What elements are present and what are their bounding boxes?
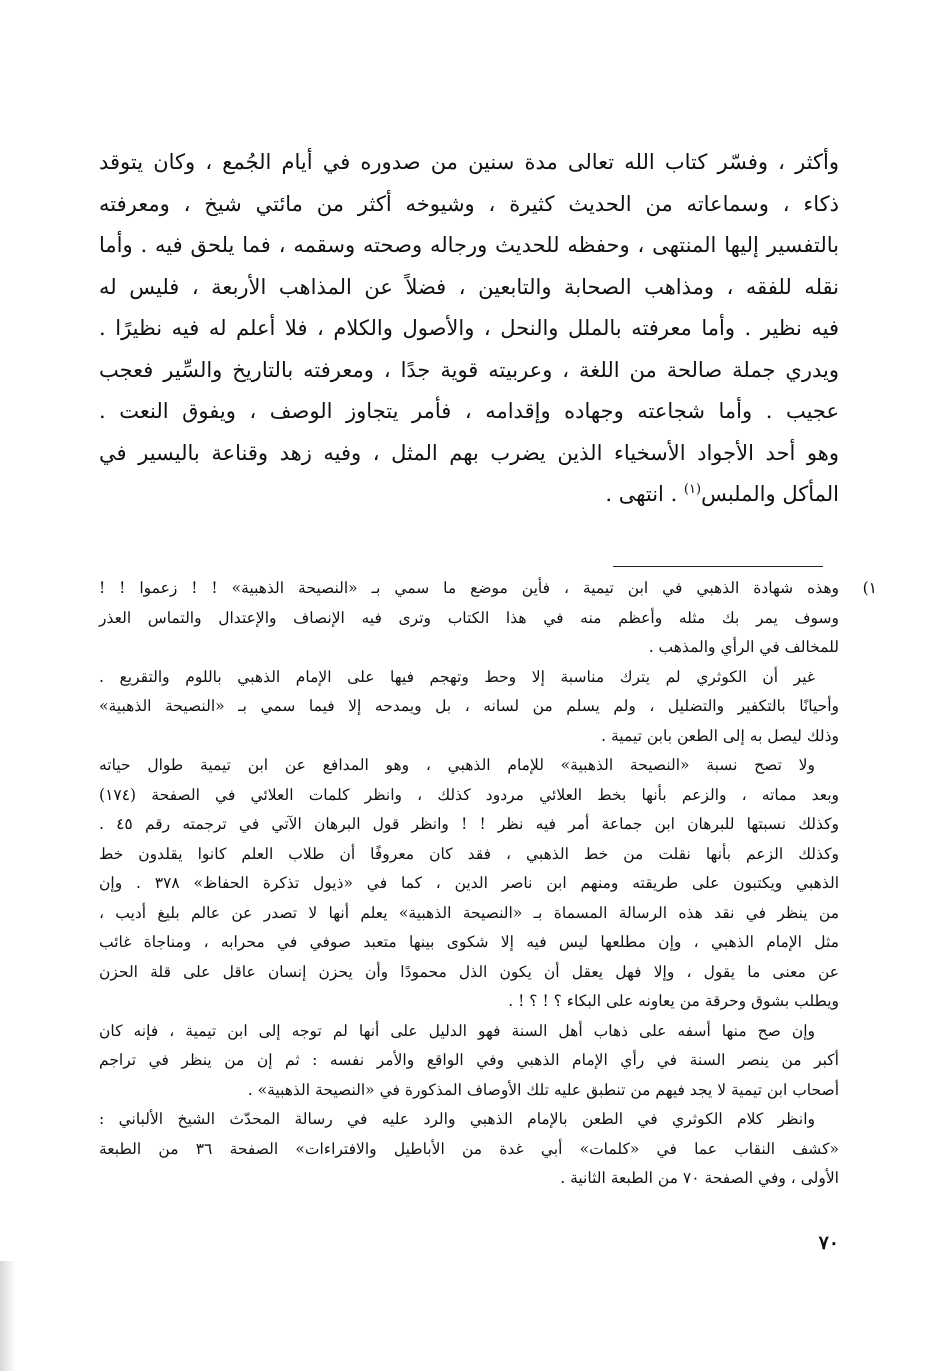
footnote-line: الأولى ، وفي الصفحة ٧٠ من الطبعة الثانية . — [560, 1169, 839, 1187]
main-line: ذكاء ، وسماعاته من الحديث كثيرة ، وشيوخه أكثر من مائتي شيخ ، ومعرفته — [99, 191, 839, 216]
footnotes-block — [99, 574, 877, 1194]
main-last-line-tail: . انتهى . — [605, 482, 684, 506]
footnote-line: «كشف النقاب عما في «كلمات» أبي غدة من الأباطيل والافتراءات» الصفحة ٣٦ من الطبعة — [99, 1139, 839, 1158]
footnote-paragraph — [99, 1017, 839, 1106]
footnote-line: مثل الإمام الذهبي ، وإن مطلعها ليس فيه إلا شكوى بينها متعبد صوفي في محرابه ، ومناجاة غائب — [99, 933, 839, 951]
footnote-paragraph — [99, 663, 839, 752]
footnote-line: وأحيانًا بالتكفير والتضليل ، ولم يسلم من لسانه ، بل ويمدحه إلا فيما سمي بـ «النصيحة الذهبية» — [99, 697, 839, 715]
footnote-line: وكذلك الزعم بأنها نقلت من خط الذهبي ، فقد كان معروفًا أن طلاب العلم كانوا يقلدون خط — [99, 844, 839, 863]
footnote-line: ويطلب بشوق وحرقة من يعاونه على البكاء ؟ ! ؟ ! . — [508, 992, 839, 1010]
main-line: وهو أحد الأجواد الأسخياء الذين يضرب بهم المثل ، وفيه زهد وقناعة باليسير في — [99, 440, 839, 465]
footnote-line: وانظر كلام الكوثري في الطعن بالإمام الذهبي والرد عليه في رسالة المحدّث الشيخ الألباني : — [99, 1110, 815, 1128]
main-line: بالتفسير إليها المنتهى ، وحفظه للحديث ورجاله وصحته وسقمه ، فما يلحق فيه . وأما — [99, 233, 839, 257]
footnote-line: للمخالف في الرأي والمذهب . — [648, 638, 839, 656]
page-number: ٧٠ — [818, 1232, 839, 1254]
main-last-line — [99, 474, 839, 516]
footnote-line: ولا تصح نسبة «النصيحة الذهبية» للإمام الذهبي ، وهو المدافع عن ابن تيمية طوال حياته — [99, 756, 815, 774]
main-line: عجيب . وأما شجاعته وجهاده وإقدامه ، فأمر يتجاوز الوصف ، ويفوق النعت . — [99, 399, 839, 423]
footnote-paragraph — [99, 751, 839, 1017]
footnote-line: وإن صح منها أسفه على ذهاب أهل السنة فهو الدليل على أنها لم توجه إلى ابن تيمية ، فإنه كان — [99, 1021, 815, 1040]
footnote-line: غير أن الكوثري لم يترك مناسبة إلا وحط وتهجم فيها على الإمام الذهبي باللوم والتقريع . — [99, 667, 815, 686]
footnote-separator — [613, 566, 823, 567]
footnote-line: أكبر من ينصر السنة في رأي الإمام الذهبي وفي الواقع والأمر نفسه : ثم إن من ينظر في تراجم — [99, 1051, 839, 1069]
footnote-paragraph — [99, 574, 877, 663]
main-line: فيه نظير . وأما معرفته بالملل والنحل ، والأصول والكلام ، فلا أعلم له فيه نظيرًا . — [99, 316, 839, 340]
footnote-line: وهذه شهادة الذهبي في ابن تيمية ، فأين موضع ما سمي بـ «النصيحة الذهبية» ! ! زعموا ! ! — [99, 579, 839, 597]
main-line: نقله للفقه ، ومذاهب الصحابة والتابعين ، فضلاً عن المذاهب الأربعة ، فليس له — [99, 274, 839, 299]
scan-edge-shadow — [0, 1261, 16, 1371]
footnote-reference[interactable]: (١) — [683, 482, 702, 497]
footnote-line: وسوف يمر بك مثله وأعظم منه في هذا الكتاب وترى فيه الإنصاف والإعتدال والتماس العذر — [99, 608, 839, 627]
footnote-marker: ١) — [862, 579, 877, 597]
footnote-line: من ينظر في نقد هذه الرسالة المسماة بـ «النصيحة الذهبية» يعلم أنها لا تصدر عن عالم بليغ أديب ، — [99, 903, 839, 922]
footnote-line: أصحاب ابن تيمية لا يجد فيهم من تنطبق عليه تلك الأوصاف المذكورة في «النصيحة الذهبية» . — [247, 1080, 839, 1099]
main-line: وأكثر ، وفسّر كتاب الله تعالى مدة سنين من صدوره في أيام الجُمع ، وكان يتوقد — [99, 150, 839, 174]
footnote-line: الذهبي ويكتبون على طريقته ومنهم ابن ناصر الدين ، كما في «ذيول تذكرة الحفاظ» ٣٧٨ . وإن — [99, 874, 839, 892]
footnote-paragraph — [99, 1105, 839, 1194]
footnote-line: وبعد مماته ، والزعم بأنها بخط العلائي مردود كذلك ، وانظر كلمات العلائي في الصفحة (١٧٤) — [99, 785, 839, 804]
main-last-line-text: المأكل والملبس — [701, 482, 839, 506]
main-line: ويدري جملة صالحة من اللغة ، وعربيته قوية جدًا ، ومعرفته بالتاريخ والسِّير فعجب — [99, 357, 839, 382]
footnote-line: وذلك ليصل به إلى الطعن بابن تيمية . — [601, 726, 839, 745]
footnote-line: وكذلك نسبتها للبرهان ابن جماعة أمر فيه نظر ! ! وانظر قول البرهان الآتي في ترجمته رقم ٤٥ . — [99, 815, 839, 833]
footnote-line: عن معنى ما يقول ، وإلا فهل يعقل أن يكون الذل محمودًا وأن يحزن إنسان عاقل على قلة الحزن — [99, 962, 839, 981]
main-text-block — [99, 142, 839, 516]
